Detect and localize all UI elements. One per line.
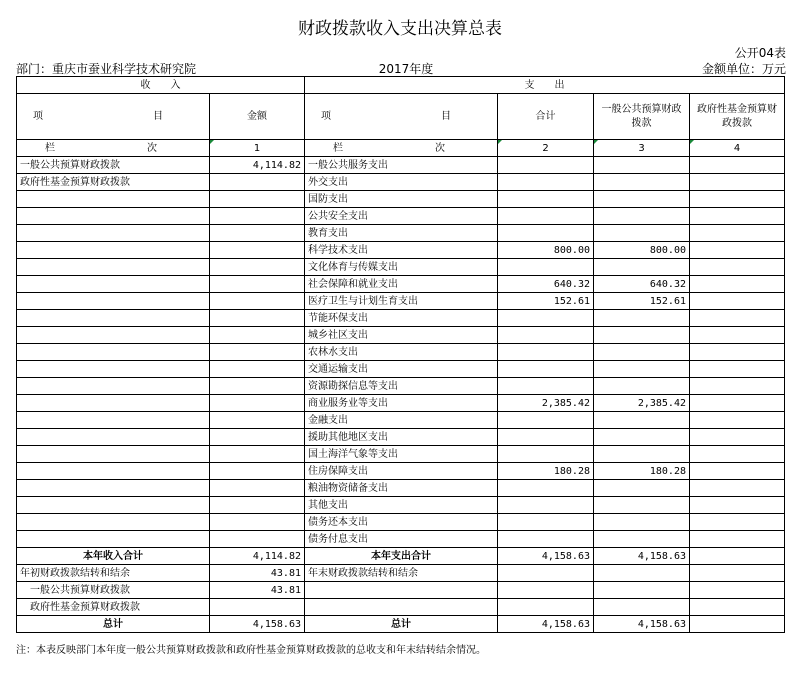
expense-total (498, 480, 594, 497)
column-number-1: 1 (210, 140, 305, 157)
general-budget-amount (594, 446, 690, 463)
table-row (17, 378, 785, 395)
general-budget-header: 一般公共预算财政拨款 (594, 94, 690, 140)
expense-item: 债务付息支出 (305, 531, 498, 548)
fund-budget-amount (690, 378, 785, 395)
income-amount (210, 191, 305, 208)
income-amount (210, 327, 305, 344)
fund-budget-amount (690, 293, 785, 310)
expense-item: 社会保障和就业支出 (305, 276, 498, 293)
income-item (17, 276, 210, 293)
table-row (17, 191, 785, 208)
expense-total: 180.28 (498, 463, 594, 480)
general-budget-amount (594, 599, 690, 616)
column-number-label-2: 栏 次 (305, 140, 498, 157)
general-budget-amount (594, 174, 690, 191)
department-label: 部门：重庆市蚕业科学技术研究院 (16, 62, 197, 76)
expense-total-label: 本年支出合计 (305, 548, 498, 565)
income-amount (210, 480, 305, 497)
table-row (17, 446, 785, 463)
table-row (17, 174, 785, 191)
expense-item: 一般公共服务支出 (305, 157, 498, 174)
column-number-2: 2 (498, 140, 594, 157)
expense-total (498, 378, 594, 395)
table-row (17, 531, 785, 548)
general-budget-amount (594, 412, 690, 429)
fund-budget-amount (690, 276, 785, 293)
income-amount (210, 293, 305, 310)
expense-total (498, 446, 594, 463)
expense-total (498, 582, 594, 599)
fund-budget-amount (690, 395, 785, 412)
table-row (17, 310, 785, 327)
table-row (17, 344, 785, 361)
income-item: 一般公共预算财政拨款 (17, 157, 210, 174)
expense-total (498, 429, 594, 446)
income-item (17, 429, 210, 446)
table-row (17, 242, 785, 259)
general-budget-amount (594, 497, 690, 514)
income-item (17, 531, 210, 548)
general-budget-amount (594, 344, 690, 361)
fund-budget-amount (690, 565, 785, 582)
fund-budget-amount (690, 412, 785, 429)
table-row (17, 429, 785, 446)
fund-budget-amount (690, 582, 785, 599)
fund-budget-amount (690, 463, 785, 480)
expense-total (498, 514, 594, 531)
income-amount (210, 463, 305, 480)
section-header-row (17, 77, 785, 94)
carryover-row (17, 565, 785, 582)
income-amount (210, 242, 305, 259)
fund-budget-amount (690, 480, 785, 497)
general-budget-amount: 800.00 (594, 242, 690, 259)
income-amount: 4,114.82 (210, 157, 305, 174)
table-row (17, 276, 785, 293)
expense-item: 文化体育与传媒支出 (305, 259, 498, 276)
fund-budget-amount (690, 616, 785, 633)
general-budget-amount (594, 208, 690, 225)
expense-total: 4,158.63 (498, 616, 594, 633)
income-amount (210, 446, 305, 463)
fund-budget-amount (690, 191, 785, 208)
expense-item: 国土海洋气象等支出 (305, 446, 498, 463)
budget-table (16, 76, 785, 633)
expense-item: 粮油物资储备支出 (305, 480, 498, 497)
carryover-row (17, 582, 785, 599)
income-item (17, 378, 210, 395)
expense-item: 国防支出 (305, 191, 498, 208)
expense-item: 援助其他地区支出 (305, 429, 498, 446)
table-row (17, 497, 785, 514)
fund-budget-amount (690, 208, 785, 225)
income-amount (210, 310, 305, 327)
fund-budget-amount (690, 548, 785, 565)
expense-total (498, 599, 594, 616)
income-amount (210, 174, 305, 191)
income-total-amount: 4,114.82 (210, 548, 305, 565)
general-budget-amount (594, 310, 690, 327)
general-budget-amount: 180.28 (594, 463, 690, 480)
table-row (17, 361, 785, 378)
fund-budget-header: 政府性基金预算财政拨款 (690, 94, 785, 140)
income-item (17, 480, 210, 497)
expense-item: 医疗卫生与计划生育支出 (305, 293, 498, 310)
column-number-4: 4 (690, 140, 785, 157)
expense-item (305, 599, 498, 616)
expense-total (498, 361, 594, 378)
expense-total: 4,158.63 (498, 548, 594, 565)
expense-total: 640.32 (498, 276, 594, 293)
expense-total (498, 497, 594, 514)
fund-budget-amount (690, 242, 785, 259)
income-item: 政府性基金预算财政拨款 (17, 599, 210, 616)
general-budget-amount (594, 361, 690, 378)
grand-total-row (17, 616, 785, 633)
general-budget-amount (594, 327, 690, 344)
expense-total-header: 合计 (498, 94, 594, 140)
expense-item: 农林水支出 (305, 344, 498, 361)
income-amount (210, 395, 305, 412)
table-row (17, 412, 785, 429)
expense-item: 金融支出 (305, 412, 498, 429)
general-budget-amount (594, 191, 690, 208)
amount-unit: 金额单位：万元 (701, 62, 786, 76)
column-number-3: 3 (594, 140, 690, 157)
income-amount (210, 429, 305, 446)
income-amount: 43.81 (210, 565, 305, 582)
fund-budget-amount (690, 259, 785, 276)
annual-total-row (17, 548, 785, 565)
income-item (17, 395, 210, 412)
general-budget-amount (594, 565, 690, 582)
expense-section-header: 支 出 (305, 77, 785, 94)
income-item: 一般公共预算财政拨款 (17, 582, 210, 599)
income-item (17, 344, 210, 361)
income-item (17, 514, 210, 531)
income-amount (210, 259, 305, 276)
table-row (17, 463, 785, 480)
expense-total (498, 310, 594, 327)
income-item-header: 项 目 (17, 94, 210, 140)
income-amount (210, 378, 305, 395)
expense-total (498, 565, 594, 582)
expense-item: 节能环保支出 (305, 310, 498, 327)
general-budget-amount (594, 259, 690, 276)
general-budget-amount: 152.61 (594, 293, 690, 310)
fund-budget-amount (690, 361, 785, 378)
expense-total-label: 总计 (305, 616, 498, 633)
table-row (17, 327, 785, 344)
expense-item: 公共安全支出 (305, 208, 498, 225)
expense-total (498, 344, 594, 361)
table-row (17, 157, 785, 174)
income-amount (210, 514, 305, 531)
table-row (17, 259, 785, 276)
expense-total: 2,385.42 (498, 395, 594, 412)
expense-item: 教育支出 (305, 225, 498, 242)
table-row (17, 514, 785, 531)
general-budget-amount (594, 480, 690, 497)
general-budget-amount (594, 378, 690, 395)
fund-budget-amount (690, 599, 785, 616)
expense-item: 其他支出 (305, 497, 498, 514)
income-item (17, 310, 210, 327)
general-budget-amount (594, 582, 690, 599)
table-note: 注：本表反映部门本年度一般公共预算财政拨款和政府性基金预算财政拨款的总收支和年末结转结余情况。 (16, 645, 486, 656)
general-budget-amount: 640.32 (594, 276, 690, 293)
income-total-amount: 4,158.63 (210, 616, 305, 633)
income-amount-header: 金额 (210, 94, 305, 140)
column-header-row (17, 94, 785, 140)
expense-total: 800.00 (498, 242, 594, 259)
table-row (17, 208, 785, 225)
general-budget-amount (594, 531, 690, 548)
income-amount (210, 412, 305, 429)
table-row (17, 480, 785, 497)
fund-budget-amount (690, 157, 785, 174)
income-item (17, 259, 210, 276)
expense-total (498, 157, 594, 174)
form-code: 公开04表 (734, 46, 786, 60)
general-budget-amount (594, 157, 690, 174)
income-total-label: 本年收入合计 (17, 548, 210, 565)
expense-total (498, 259, 594, 276)
fiscal-year: 2017年度 (378, 62, 434, 76)
table-row (17, 293, 785, 310)
income-amount (210, 208, 305, 225)
income-amount (210, 361, 305, 378)
expense-total: 152.61 (498, 293, 594, 310)
fund-budget-amount (690, 327, 785, 344)
expense-total (498, 208, 594, 225)
fund-budget-amount (690, 429, 785, 446)
expense-total (498, 174, 594, 191)
expense-item: 商业服务业等支出 (305, 395, 498, 412)
income-item (17, 497, 210, 514)
expense-total (498, 412, 594, 429)
expense-total (498, 191, 594, 208)
income-amount (210, 276, 305, 293)
fund-budget-amount (690, 344, 785, 361)
income-item (17, 361, 210, 378)
income-item (17, 293, 210, 310)
income-item: 年初财政拨款结转和结余 (17, 565, 210, 582)
income-item (17, 191, 210, 208)
income-item (17, 463, 210, 480)
fund-budget-amount (690, 446, 785, 463)
general-budget-amount (594, 514, 690, 531)
report-title: 财政拨款收入支出决算总表 (298, 19, 502, 39)
fund-budget-amount (690, 310, 785, 327)
expense-item (305, 582, 498, 599)
income-amount (210, 497, 305, 514)
income-item (17, 446, 210, 463)
fund-budget-amount (690, 514, 785, 531)
general-budget-amount: 4,158.63 (594, 616, 690, 633)
expense-item: 科学技术支出 (305, 242, 498, 259)
fund-budget-amount (690, 174, 785, 191)
table-row (17, 225, 785, 242)
expense-item: 外交支出 (305, 174, 498, 191)
general-budget-amount (594, 225, 690, 242)
income-amount: 43.81 (210, 582, 305, 599)
general-budget-amount (594, 429, 690, 446)
expense-item: 债务还本支出 (305, 514, 498, 531)
income-amount (210, 225, 305, 242)
report-meta (16, 60, 786, 76)
column-number-label: 栏 次 (17, 140, 210, 157)
carryover-row (17, 599, 785, 616)
income-amount (210, 599, 305, 616)
income-item (17, 412, 210, 429)
income-item (17, 327, 210, 344)
fund-budget-amount (690, 497, 785, 514)
expense-total (498, 531, 594, 548)
income-total-label: 总计 (17, 616, 210, 633)
expense-item: 城乡社区支出 (305, 327, 498, 344)
expense-item: 资源勘探信息等支出 (305, 378, 498, 395)
income-amount (210, 344, 305, 361)
expense-total (498, 225, 594, 242)
expense-total (498, 327, 594, 344)
general-budget-amount: 2,385.42 (594, 395, 690, 412)
column-number-row (17, 140, 785, 157)
table-body (17, 77, 785, 633)
income-item (17, 208, 210, 225)
expense-item-header: 项 目 (305, 94, 498, 140)
fund-budget-amount (690, 225, 785, 242)
expense-item: 交通运输支出 (305, 361, 498, 378)
table-row (17, 395, 785, 412)
expense-item: 年末财政拨款结转和结余 (305, 565, 498, 582)
general-budget-amount: 4,158.63 (594, 548, 690, 565)
income-item (17, 225, 210, 242)
income-section-header: 收 入 (17, 77, 305, 94)
income-item: 政府性基金预算财政拨款 (17, 174, 210, 191)
expense-item: 住房保障支出 (305, 463, 498, 480)
income-amount (210, 531, 305, 548)
income-item (17, 242, 210, 259)
fund-budget-amount (690, 531, 785, 548)
